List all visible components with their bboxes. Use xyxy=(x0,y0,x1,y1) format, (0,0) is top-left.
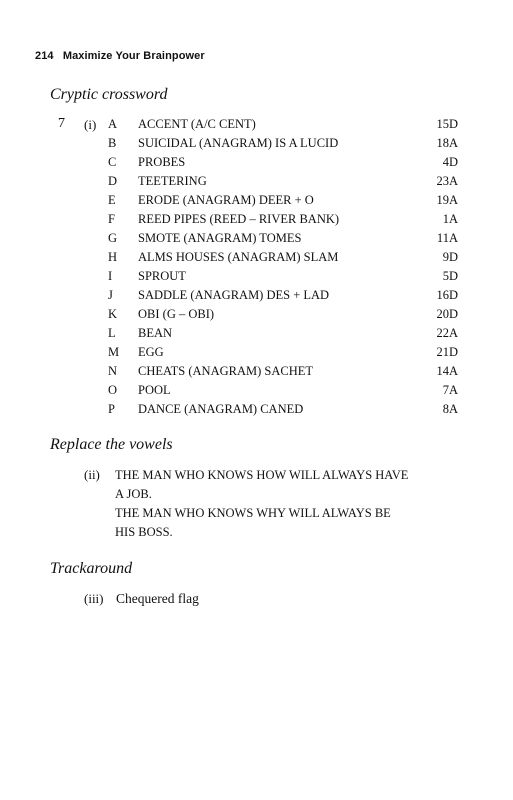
clue-row xyxy=(0,193,513,212)
clue-answer: CHEATS (ANAGRAM) SACHET xyxy=(138,364,314,378)
clue-list xyxy=(0,117,513,421)
clue-ref: 19A xyxy=(436,193,458,207)
cryptic-crossword-heading: Cryptic crossword xyxy=(50,86,168,103)
clue-row xyxy=(0,307,513,326)
clue-ref: 16D xyxy=(436,288,458,302)
clue-letter: M xyxy=(108,345,120,359)
clue-answer: OBI (G – OBI) xyxy=(138,307,215,321)
vowels-line: HIS BOSS. xyxy=(115,525,173,539)
clue-row xyxy=(0,383,513,402)
clue-ref: 4D xyxy=(442,155,458,169)
clue-ref: 14A xyxy=(436,364,458,378)
clue-letter: N xyxy=(108,364,118,378)
clue-letter: D xyxy=(108,174,118,188)
clue-letter: I xyxy=(108,269,113,283)
clue-row xyxy=(0,117,513,136)
clue-ref: 20D xyxy=(436,307,458,321)
clue-ref: 7A xyxy=(442,383,458,397)
clue-answer: EGG xyxy=(138,345,164,359)
running-head xyxy=(35,50,205,62)
clue-ref: 11A xyxy=(436,231,458,245)
clue-letter: F xyxy=(108,212,115,226)
clue-ref: 5D xyxy=(442,269,458,283)
clue-row xyxy=(0,174,513,193)
question-number: 7 xyxy=(58,116,65,131)
clue-answer: TEETERING xyxy=(138,174,207,188)
trackaround-answer: Chequered flag xyxy=(116,591,199,606)
clue-row xyxy=(0,250,513,269)
clue-ref: 15D xyxy=(436,117,458,131)
clue-ref: 23A xyxy=(436,174,458,188)
clue-answer: SUICIDAL (ANAGRAM) IS A LUCID xyxy=(138,136,339,150)
clue-letter: G xyxy=(108,231,118,245)
clue-row xyxy=(0,288,513,307)
clue-letter: P xyxy=(108,402,115,416)
clue-answer: POOL xyxy=(138,383,171,397)
clue-answer: SMOTE (ANAGRAM) TOMES xyxy=(138,231,302,245)
part-label-iii: (iii) xyxy=(84,591,104,606)
clue-row xyxy=(0,345,513,364)
clue-answer: PROBES xyxy=(138,155,186,169)
clue-ref: 22A xyxy=(436,326,458,340)
vowels-answer xyxy=(116,466,466,542)
clue-ref: 21D xyxy=(436,345,458,359)
clue-letter: O xyxy=(108,383,118,397)
clue-ref: 1A xyxy=(442,212,458,226)
page-number: 214 xyxy=(35,50,54,62)
clue-letter: J xyxy=(108,288,113,302)
clue-row xyxy=(0,269,513,288)
clue-row xyxy=(0,136,513,155)
part-label-i: (i) xyxy=(84,117,97,132)
clue-ref: 9D xyxy=(442,250,458,264)
clue-ref: 18A xyxy=(436,136,458,150)
vowels-line: THE MAN WHO KNOWS HOW WILL ALWAYS HAVE xyxy=(115,468,409,482)
clue-row xyxy=(0,231,513,250)
clue-letter: C xyxy=(108,155,117,169)
clue-letter: A xyxy=(108,117,118,131)
clue-letter: B xyxy=(108,136,117,150)
clue-row xyxy=(0,326,513,345)
clue-row xyxy=(0,155,513,174)
clue-answer: ERODE (ANAGRAM) DEER + O xyxy=(138,193,314,207)
clue-letter: K xyxy=(108,307,118,321)
vowels-line: THE MAN WHO KNOWS WHY WILL ALWAYS BE xyxy=(115,506,391,520)
clue-letter: H xyxy=(108,250,118,264)
clue-row xyxy=(0,402,513,421)
part-label-ii: (ii) xyxy=(84,467,100,482)
clue-answer: BEAN xyxy=(138,326,173,340)
clue-letter: E xyxy=(108,193,116,207)
clue-ref: 8A xyxy=(442,402,458,416)
clue-answer: SPROUT xyxy=(138,269,186,283)
book-title: Maximize Your Brainpower xyxy=(62,50,205,62)
clue-row xyxy=(0,212,513,231)
clue-answer: ALMS HOUSES (ANAGRAM) SLAM xyxy=(138,250,339,264)
clue-answer: ACCENT (A/C CENT) xyxy=(138,117,256,131)
clue-answer: SADDLE (ANAGRAM) DES + LAD xyxy=(138,288,330,302)
replace-vowels-heading: Replace the vowels xyxy=(50,436,173,453)
clue-answer: DANCE (ANAGRAM) CANED xyxy=(138,402,304,416)
clue-row xyxy=(0,364,513,383)
trackaround-heading: Trackaround xyxy=(50,560,133,577)
vowels-line: A JOB. xyxy=(115,487,152,501)
clue-letter: L xyxy=(108,326,116,340)
clue-answer: REED PIPES (REED – RIVER BANK) xyxy=(138,212,340,226)
